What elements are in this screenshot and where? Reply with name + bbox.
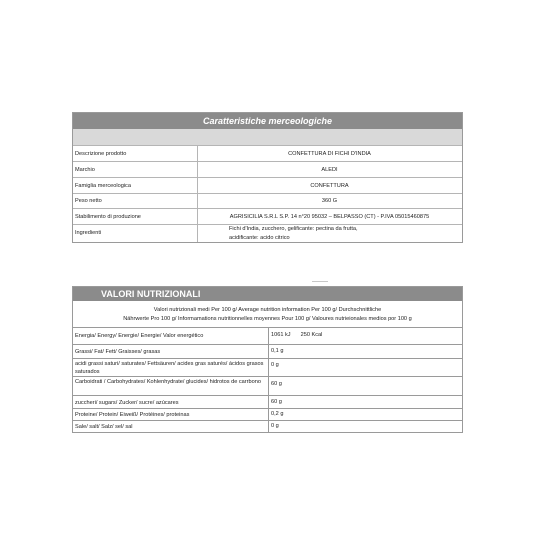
table-row [73, 327, 462, 344]
table-row [73, 376, 462, 395]
row-label: zuccheri/ sugars/ Zucker/ sucre/ azúcares [75, 400, 179, 406]
row-label: Peso netto [75, 198, 102, 204]
row-label: Marchio [75, 167, 95, 173]
nutrition-table [72, 286, 463, 433]
table-row [73, 358, 462, 376]
table-row [73, 344, 462, 358]
row-value: AGRISICILIA S.R.L S.P. 14 n°20 95032 – BELPASSO (CT) - P.IVA 05015460875 [229, 214, 430, 220]
ingredients-line-1: Fichi d'India, zucchero, gelificante: pectina da frutta, [229, 226, 358, 232]
row-value: CONFETTURA DI FICHI D'INDIA [288, 151, 371, 157]
nutrition-title: VALORI NUTRIZIONALI [73, 287, 462, 301]
row-label: Stabilimento di produzione [75, 214, 141, 220]
row-value [271, 332, 322, 338]
row-value: ALEDI [321, 167, 338, 173]
table-row [73, 193, 462, 208]
row-value: CONFETTURA [310, 183, 349, 189]
characteristics-subheader-bar [73, 129, 462, 145]
intro-line-2: Nährwerte Pro 100 g/ Informamations nutritionnelles moyennes Pour 100 g/ Valoures nutrieionales medios por 100 g [123, 316, 412, 322]
table-row [73, 161, 462, 177]
row-value: 60 g [271, 381, 282, 387]
energy-kcal: 250 Kcal [300, 332, 323, 338]
row-label: Proteine/ Protein/ Eiweiß/ Protéines/ proteinas [75, 412, 190, 418]
table-row [73, 395, 462, 408]
row-label: Ingredienti [75, 230, 102, 236]
row-value: 60 g [271, 399, 282, 405]
row-label: Carboidrati / Carbohydrates/ Kohlenhydrate/ glucides/ hidrotos de carrbono [75, 379, 261, 385]
ingredients-line-2: acidificante: acido citrico [229, 235, 290, 241]
characteristics-table [72, 112, 463, 243]
energy-kj: 1061 kJ [271, 332, 291, 338]
table-row [73, 408, 462, 420]
row-label: Sale/ salt/ Salz/ sel/ sal [75, 424, 133, 430]
characteristics-title: Caratteristiche merceologiche [73, 113, 462, 129]
row-label: Grassi/ Fat/ Fett/ Graisses/ grasas [75, 349, 161, 355]
table-row [73, 145, 462, 161]
table-row [73, 177, 462, 193]
row-label: Energia/ Energy/ Energie/ Energie/ Valor energético [75, 333, 204, 339]
divider [312, 281, 328, 282]
row-value: 0 g [271, 423, 279, 429]
table-row [73, 224, 462, 243]
row-value: 0 g [271, 362, 279, 368]
table-row [73, 208, 462, 224]
table-row [73, 420, 462, 433]
nutrition-intro [73, 302, 462, 327]
intro-line-1: Valori nutrizionali medi Per 100 g/ Average nutrition information Per 100 g/ Durchschnittliche [153, 307, 382, 313]
row-value: 0,2 g [271, 411, 284, 417]
row-value: 360 G [321, 198, 338, 204]
row-label: acidi grassi saturi/ saturates/ Fettsäuren/ acides gras saturés/ ácidos grasos saturados [75, 361, 264, 375]
row-value: 0,1 g [271, 348, 284, 354]
row-label: Famiglia merceologica [75, 183, 131, 189]
row-label: Descrizione prodotto [75, 151, 127, 157]
